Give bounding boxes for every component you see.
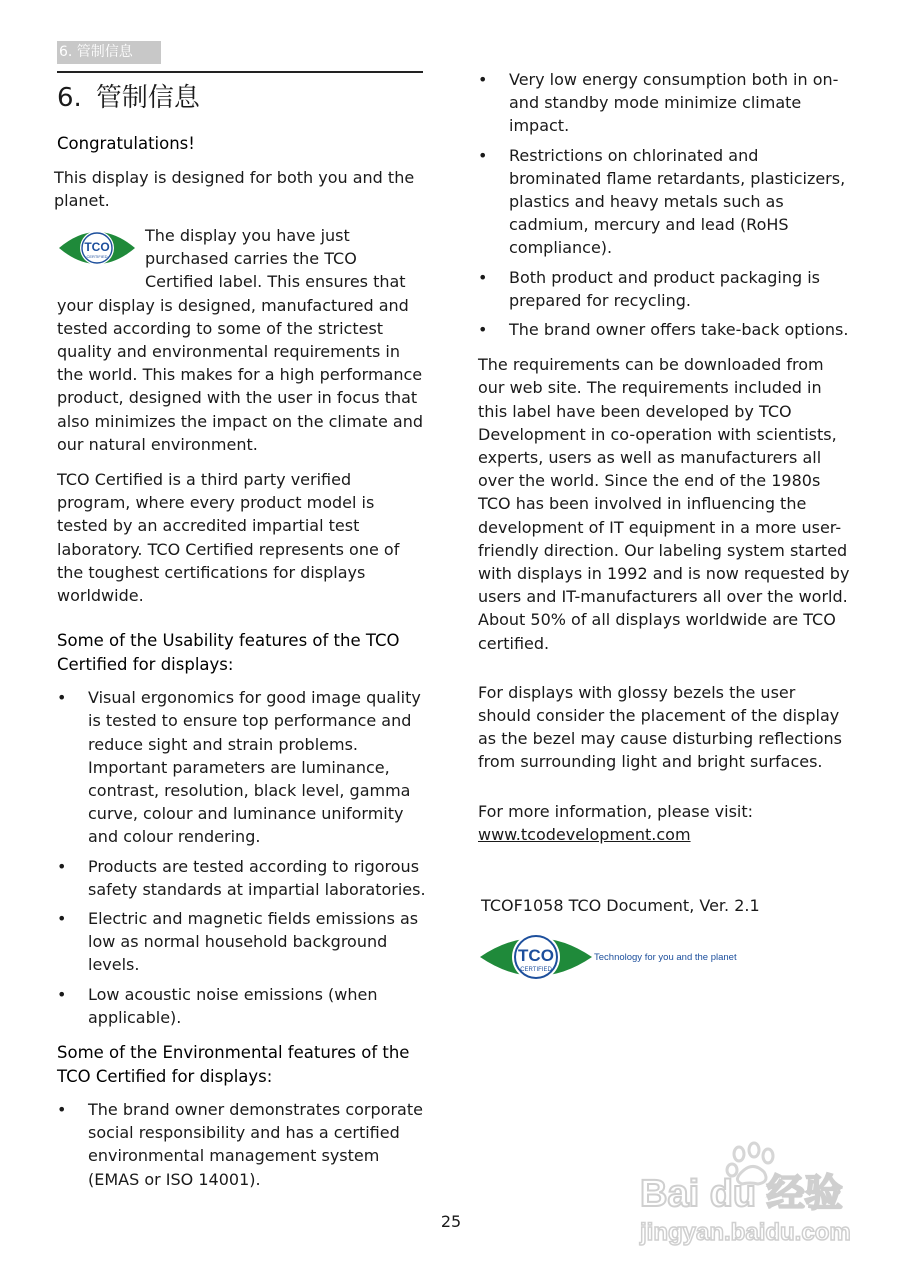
tco-certified-tagline-logo <box>478 925 758 989</box>
list-item: • Products are tested according to rigorous safety standards at impartial laboratories. <box>57 855 427 901</box>
right-column <box>478 68 850 989</box>
tco-mark-small: TCO <box>84 239 110 254</box>
page-number: 25 <box>440 1212 462 1231</box>
list-item: • The brand owner offers take-back options. <box>478 318 850 341</box>
list-item: • Low acoustic noise emissions (when applicable). <box>57 983 427 1029</box>
usability-list <box>57 686 427 1029</box>
header-rule <box>57 71 423 73</box>
congratulations-heading: Congratulations! <box>57 134 195 153</box>
section-title-text: 管制信息 <box>95 83 200 113</box>
list-item: • Visual ergonomics for good image quality is tested to ensure top performance and reduce sight and strain problems. Important parameters are luminance, contrast, resolution, black level, gamma curve, colour and luminance uniformity and colour rendering. <box>57 686 427 848</box>
tco-mark-large: TCO <box>518 946 554 966</box>
running-head: 6. 管制信息 <box>57 41 161 64</box>
section-number: 6. <box>57 83 82 113</box>
tco-certified-large: CERTIFIED <box>520 967 552 974</box>
environmental-list-continued <box>478 68 850 341</box>
list-item: • Very low energy consumption both in on- and standby mode minimize climate impact. <box>478 68 850 138</box>
watermark-brand: Bai du 经验 <box>640 1173 843 1215</box>
section-title <box>57 80 427 116</box>
list-item: • Both product and product packaging is prepared for recycling. <box>478 266 850 312</box>
tco-certified-logo-icon <box>57 224 137 272</box>
watermark-url: jingyan.baidu.com <box>640 1219 851 1246</box>
glossy-bezel-paragraph: For displays with glossy bezels the user should consider the placement of the display as the bezel may cause disturbing reflections from surrounding light and bright surfaces. <box>478 682 842 772</box>
list-item: • Electric and magnetic fields emissions as low as normal household background levels. <box>57 907 427 977</box>
tco-certified-small: CERTIFIED <box>86 253 108 259</box>
environmental-heading: Some of the Environmental features of the TCO Certified for displays: <box>57 1043 410 1086</box>
more-info-text: For more information, please visit: <box>478 801 754 821</box>
tco-label-paragraph <box>57 224 427 456</box>
tco-tagline: Technology for you and the planet <box>594 952 737 964</box>
tcodevelopment-link[interactable]: www.tcodevelopment.com <box>478 824 691 844</box>
intro-paragraph: This display is designed for both you and the planet. <box>54 167 415 210</box>
list-item: • Restrictions on chlorinated and brominated flame retardants, plasticizers, plastics and heavy metals such as cadmium, mercury and lead (RoHS compliance). <box>478 144 850 260</box>
left-column <box>54 80 427 1203</box>
environmental-list <box>57 1098 427 1191</box>
usability-heading: Some of the Usability features of the TCO Certified for displays: <box>57 631 400 674</box>
requirements-paragraph: The requirements can be downloaded from our web site. The requirements included in this label have been developed by TCO Development in co-operation with scientists, experts, users as well as manufacturers all over the world. Since the end of the 1980s TCO has been involved in influencing the development of IT equipment in a more user-friendly direction. Our labeling system started with displays in 1992 and is now requested by users and IT-manufacturers all over the world. About 50% of all displays worldwide are TCO certified. <box>478 355 850 653</box>
program-paragraph: TCO Certified is a third party verified program, where every product model is tested by an accredited impartial test laboratory. TCO Certified represents one of the toughest certifications for displays worldwide. <box>57 469 400 605</box>
baidu-watermark-logo <box>636 1140 856 1272</box>
tco-label-text: The display you have just purchased carries the TCO Certified label. This ensures that your display is designed, manufactured and tested according to some of the strictest quality and environmental requirements in the world. This makes for a high performance product, designed with the user in focus that also minimizes the impact on the climate and our natural environment. <box>57 225 424 454</box>
document-reference: TCOF1058 TCO Document, Ver. 2.1 <box>481 896 760 916</box>
list-item: • The brand owner demonstrates corporate social responsibility and has a certified environmental management system (EMAS or ISO 14001). <box>57 1098 427 1191</box>
